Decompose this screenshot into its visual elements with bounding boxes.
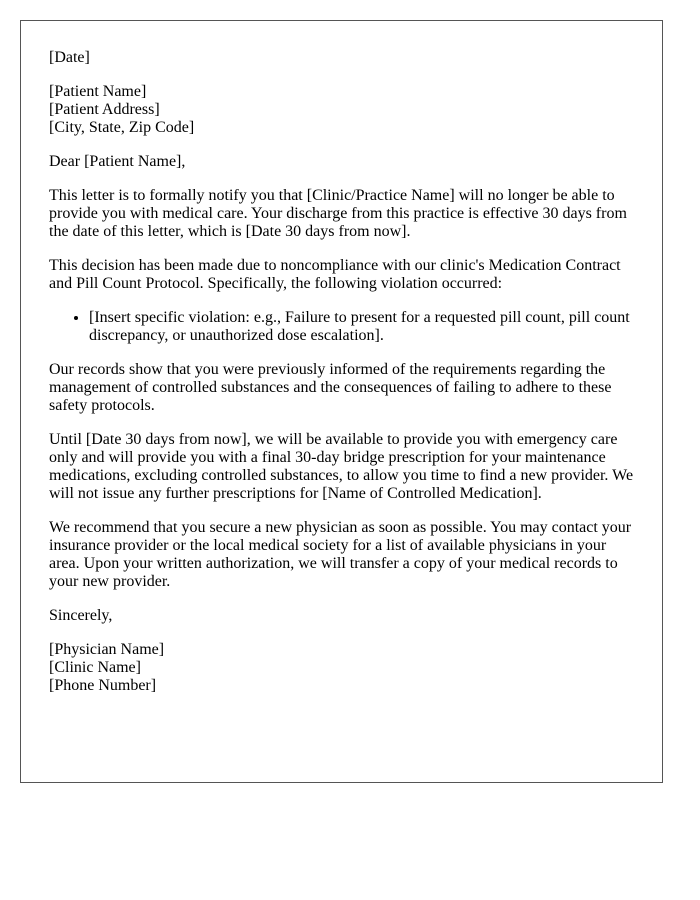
paragraph-reason: This decision has been made due to noncompliance with our clinic's Medication Contract and Pill Count Protocol. Specifically, the following violation occurred: <box>49 257 621 292</box>
paragraph-records: Our records show that you were previously informed of the requirements regarding the management of controlled substances and the consequences of failing to adhere to these safety protocols. <box>49 361 612 414</box>
physician-name: [Physician Name] <box>49 641 165 658</box>
letter <box>20 20 663 783</box>
paragraph-care: Until [Date 30 days from now], we will be available to provide you with emergency care only and will provide you with a final 30-day bridge prescription for your maintenance medications, excluding controlled substances, to allow you time to find a new provider. We will not issue any further prescriptions for [Name of Controlled Medication]. <box>49 431 634 502</box>
patient-city: [City, State, Zip Code] <box>49 119 195 136</box>
recipient-block <box>49 83 634 137</box>
violation-item: • [Insert specific violation: e.g., Failure to present for a requested pill count, pill count discrepancy, or unauthorized dose escalation]. <box>89 309 634 345</box>
date: [Date] <box>49 49 90 66</box>
patient-name: [Patient Name] <box>49 83 147 100</box>
phone-number: [Phone Number] <box>49 677 157 694</box>
paragraph-notice: This letter is to formally notify you that [Clinic/Practice Name] will no longer be able to provide you with medical care. Your discharge from this practice is effective 30 days from the date of this letter, which is [Date 30 days from now]. <box>49 187 627 240</box>
salutation: Dear [Patient Name], <box>49 153 186 170</box>
signature-block <box>49 641 634 695</box>
clinic-name: [Clinic Name] <box>49 659 141 676</box>
patient-address: [Patient Address] <box>49 101 160 118</box>
closing: Sincerely, <box>49 607 113 624</box>
paragraph-recommendation: We recommend that you secure a new physician as soon as possible. You may contact your insurance provider or the local medical society for a list of available physicians in your area. Upon your written authorization, we will transfer a copy of your medical records to your new provider. <box>49 519 632 590</box>
violation-list <box>49 309 634 345</box>
